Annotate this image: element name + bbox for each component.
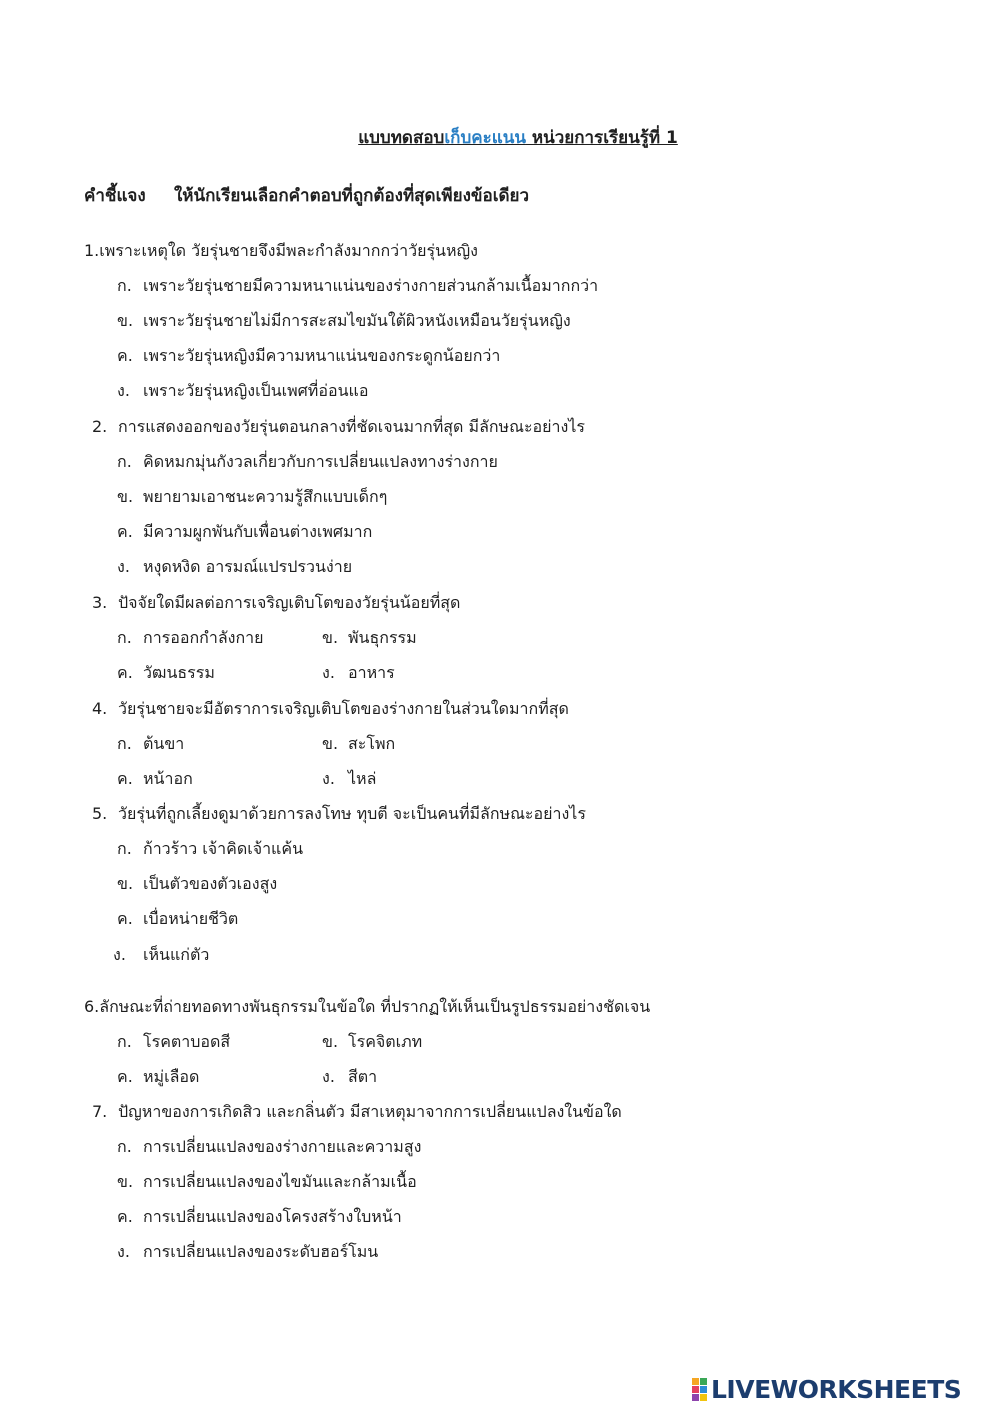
- liveworksheets-logo-icon: [692, 1378, 707, 1401]
- instructions: [84, 182, 529, 209]
- option[interactable]: ก. การเปลี่ยนแปลงของร่างกายและความสูง: [117, 1137, 422, 1156]
- option[interactable]: ข. โรคจิตเภท: [322, 1032, 423, 1051]
- option-row: [117, 661, 395, 686]
- instructions-text: ให้นักเรียนเลือกคำตอบที่ถูกต้องที่สุดเพียงข้อเดียว: [174, 186, 530, 206]
- question-1: 1.เพราะเหตุใด วัยรุ่นชายจึงมีพละกำลังมากกว่าวัยรุ่นหญิง: [84, 241, 478, 260]
- option[interactable]: ค. หน้าอก: [117, 769, 193, 788]
- option[interactable]: ค. วัฒนธรรม: [117, 663, 215, 682]
- option[interactable]: ง. การเปลี่ยนแปลงของระดับฮอร์โมน: [117, 1242, 379, 1261]
- option[interactable]: ค. มีความผูกพันกับเพื่อนต่างเพศมาก: [117, 522, 373, 541]
- option[interactable]: ง. เพราะวัยรุ่นหญิงเป็นเพศที่อ่อนแอ: [117, 381, 369, 400]
- brand-name: LIVEWORKSHEETS: [711, 1374, 962, 1404]
- question-7: 7. ปัญหาของการเกิดสิว และกลิ่นตัว มีสาเหตุมาจากการเปลี่ยนแปลงในข้อใด: [92, 1102, 622, 1121]
- question-2: 2. การแสดงออกของวัยรุ่นตอนกลางที่ชัดเจนมากที่สุด มีลักษณะอย่างไร: [92, 417, 585, 436]
- option[interactable]: ค. เพราะวัยรุ่นหญิงมีความหนาแน่นของกระดูกน้อยกว่า: [117, 346, 501, 365]
- option[interactable]: ง. สีตา: [322, 1067, 378, 1086]
- option-row: [117, 732, 396, 757]
- option[interactable]: ก. ก้าวร้าว เจ้าคิดเจ้าแค้น: [117, 839, 304, 858]
- title-highlight: เก็บคะแนน: [444, 128, 526, 148]
- option[interactable]: ค. เบื่อหน่ายชีวิต: [117, 909, 239, 928]
- question-3: 3. ปัจจัยใดมีผลต่อการเจริญเติบโตของวัยรุ่นน้อยที่สุด: [92, 593, 461, 612]
- option[interactable]: ข. พันธุกรรม: [322, 628, 417, 647]
- option[interactable]: ก. โรคตาบอดสี: [117, 1032, 231, 1051]
- instructions-label: คำชี้แจง: [84, 186, 146, 206]
- question-4: 4. วัยรุ่นชายจะมีอัตราการเจริญเติบโตของร่างกายในส่วนใดมากที่สุด: [92, 699, 569, 718]
- option-row: [117, 1030, 423, 1055]
- liveworksheets-brand[interactable]: [692, 1374, 961, 1404]
- option[interactable]: ก. ต้นขา: [117, 734, 185, 753]
- option[interactable]: ง. หงุดหงิด อารมณ์แปรปรวนง่าย: [117, 557, 353, 576]
- option[interactable]: ค. การเปลี่ยนแปลงของโครงสร้างใบหน้า: [117, 1207, 402, 1226]
- option[interactable]: ค. หมู่เลือด: [117, 1067, 200, 1086]
- option[interactable]: ข. พยายามเอาชนะความรู้สึกแบบเด็กๆ: [117, 487, 388, 506]
- option[interactable]: ข. สะโพก: [322, 734, 396, 753]
- option[interactable]: ง. ไหล่: [322, 769, 377, 788]
- option-row: [117, 767, 377, 792]
- question-6: 6.ลักษณะที่ถ่ายทอดทางพันธุกรรมในข้อใด ที่ปรากฏให้เห็นเป็นรูปธรรมอย่างชัดเจน: [84, 997, 651, 1016]
- option[interactable]: ก. คิดหมกมุ่นกังวลเกี่ยวกับการเปลี่ยนแปลงทางร่างกาย: [117, 452, 498, 471]
- option[interactable]: ก. การออกกำลังกาย: [117, 628, 264, 647]
- option-row: [117, 626, 417, 651]
- option[interactable]: ง. อาหาร: [322, 663, 395, 682]
- option[interactable]: ข. เพราะวัยรุ่นชายไม่มีการสะสมไขมันใต้ผิวหนังเหมือนวัยรุ่นหญิง: [117, 311, 571, 330]
- option-row: [117, 1065, 378, 1090]
- question-5: 5. วัยรุ่นที่ถูกเลี้ยงดูมาด้วยการลงโทษ ทุบตี จะเป็นคนที่มีลักษณะอย่างไร: [92, 804, 586, 823]
- option[interactable]: ข. การเปลี่ยนแปลงของไขมันและกล้ามเนื้อ: [117, 1172, 417, 1191]
- option[interactable]: ข. เป็นตัวของตัวเองสูง: [117, 874, 278, 893]
- page-title: แบบทดสอบเก็บคะแนน หน่วยการเรียนรู้ที่ 1: [358, 128, 678, 148]
- option[interactable]: ง. เห็นแก่ตัว: [113, 945, 210, 964]
- option[interactable]: ก. เพราะวัยรุ่นชายมีความหนาแน่นของร่างกายส่วนกล้ามเนื้อมากกว่า: [117, 276, 599, 295]
